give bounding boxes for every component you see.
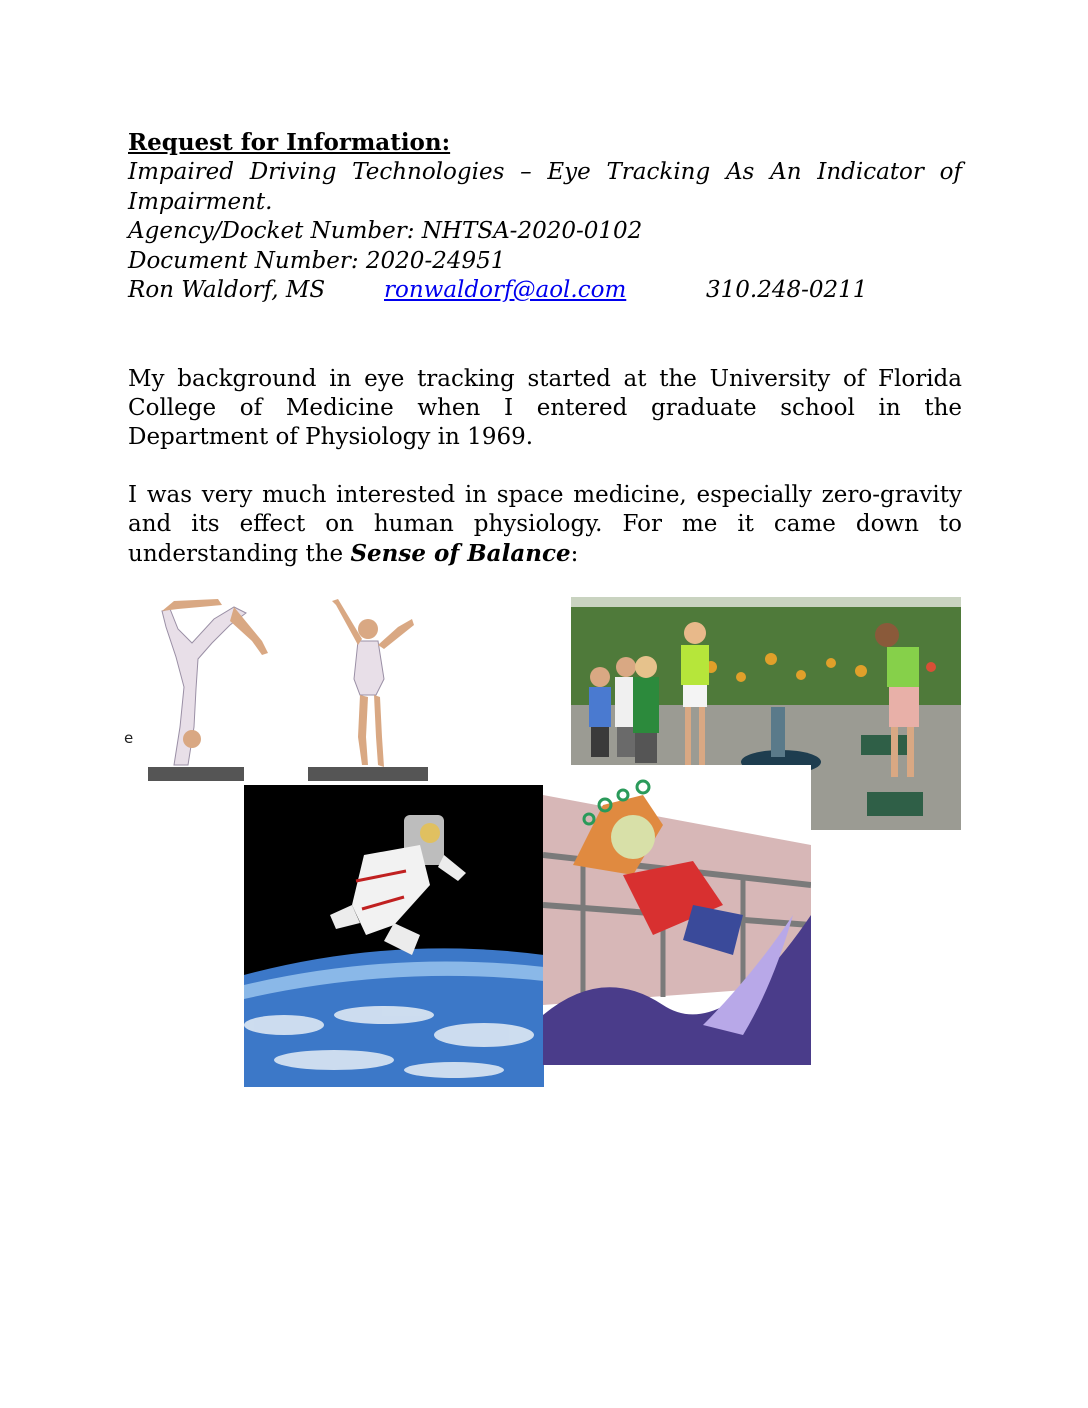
author-name: Ron Waldorf, MS [128,277,326,303]
contact-line [128,276,962,306]
email-link[interactable]: ronwaldorf@aol.com [384,277,627,303]
seasick-cartoon-image [543,765,811,1065]
interest-colon: : [570,541,579,568]
document-header [128,128,962,306]
gymnast-image [122,597,440,785]
document-number: Document Number: 2020-24951 [128,247,506,274]
astronaut-image [244,785,544,1087]
phone-number: 310.248-0211 [706,277,868,303]
subject-line: Impaired Driving Technologies – Eye Tracking As An Indicator of Impairment. [128,159,962,215]
gymnast-caption-fragment: e [124,729,134,747]
docket-number: Agency/Docket Number: NHTSA-2020-0102 [128,218,643,244]
sense-of-balance-emphasis: Sense of Balance [350,540,571,568]
request-heading: Request for Information: [128,129,451,156]
interest-paragraph [128,481,962,570]
interest-text: I was very much interested in space medicine, especially zero-gravity and its effect on human physiology. For me it came down to understanding the [128,482,962,568]
background-paragraph: My background in eye tracking started at the University of Florida College of Medicine when I entered graduate school in the Department of Physiology in 1969. [128,366,962,451]
